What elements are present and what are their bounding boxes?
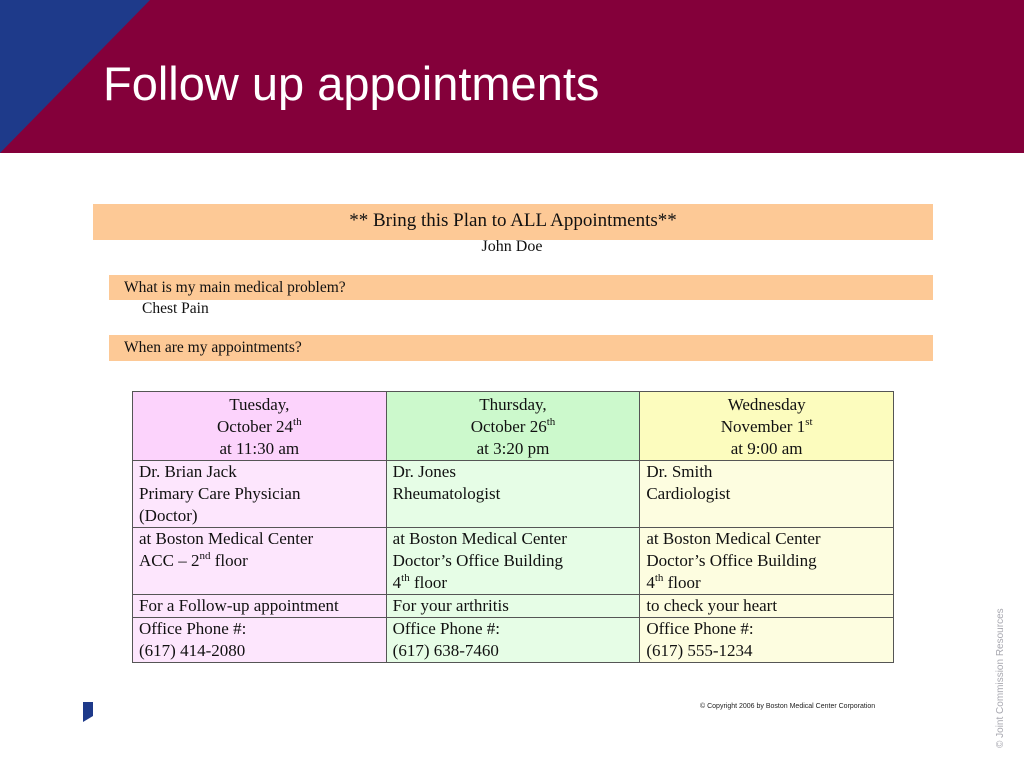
- appointment-1-location-line1: at Boston Medical Center: [139, 529, 314, 548]
- appointment-1-doctor-cell: [133, 461, 387, 528]
- appointment-3-phone-label: Office Phone #:: [646, 619, 754, 638]
- appointment-1-location-cell: [133, 528, 387, 595]
- appointment-2-doctor-cell: [386, 461, 640, 528]
- appointment-3-role: Cardiologist: [646, 484, 731, 503]
- appointment-3-phone-cell: [640, 618, 894, 663]
- title-bar: [0, 0, 1024, 153]
- appointment-2-floor-number: 4: [392, 573, 402, 592]
- appointment-1-floor-number: ACC – 2: [139, 551, 200, 570]
- appointment-2-location-line1: at Boston Medical Center: [392, 529, 567, 548]
- appointments-question: [109, 335, 933, 361]
- side-credit: © Joint Commission Resources: [995, 608, 1006, 748]
- appointment-1-day: Tuesday,: [229, 395, 290, 414]
- appointment-1-date-suffix: th: [293, 416, 302, 428]
- main-problem-question: [109, 275, 933, 300]
- appointment-3-day: Wednesday: [727, 395, 806, 414]
- appointment-3-location-line2: Doctor’s Office Building: [646, 551, 817, 570]
- appointment-2-location-line2: Doctor’s Office Building: [392, 551, 563, 570]
- appointment-2-role: Rheumatologist: [392, 484, 501, 503]
- table-row-locations: [133, 528, 894, 595]
- appointment-3-date-suffix: st: [805, 416, 813, 428]
- appointment-1-role-note: (Doctor): [139, 506, 198, 525]
- appointment-1-phone-label: Office Phone #:: [139, 619, 247, 638]
- footer-mark-icon: [83, 702, 93, 722]
- appointment-1-reason: For a Follow-up appointment: [133, 595, 387, 618]
- table-row-dates: [133, 392, 894, 461]
- appointment-3-location-line1: at Boston Medical Center: [646, 529, 821, 548]
- appointment-3-time: at 9:00 am: [730, 439, 803, 458]
- appointment-1-time: at 11:30 am: [219, 439, 300, 458]
- appointment-3-reason: to check your heart: [640, 595, 894, 618]
- appointment-2-day: Thursday,: [479, 395, 547, 414]
- appointment-1-role: Primary Care Physician: [139, 484, 301, 503]
- slide-title: Follow up appointments: [103, 57, 600, 110]
- appointment-2-floor: [393, 572, 634, 594]
- appointment-3-floor-word: floor: [663, 573, 701, 592]
- appointment-2-date-cell: [386, 392, 640, 461]
- appointment-2-reason: For your arthritis: [386, 595, 640, 618]
- appointments-question-text: When are my appointments?: [124, 339, 302, 356]
- table-row-reasons: [133, 595, 894, 618]
- appointment-3-floor: [646, 572, 887, 594]
- appointment-1-date-text: October 24: [217, 417, 294, 436]
- appointment-3-location-cell: [640, 528, 894, 595]
- appointment-2-phone-label: Office Phone #:: [392, 619, 500, 638]
- appointment-3-floor-number: 4: [646, 573, 655, 592]
- appointment-2-floor-suffix: th: [401, 572, 410, 584]
- appointment-2-date-text: October 26: [470, 417, 547, 436]
- appointment-2-date: [393, 416, 634, 438]
- appointment-2-time: at 3:20 pm: [476, 439, 550, 458]
- patient-name: John Doe: [481, 238, 543, 255]
- appointments-table: [132, 391, 894, 663]
- appointment-2-location-cell: [386, 528, 640, 595]
- appointment-1-date: [139, 416, 380, 438]
- appointment-2-phone-cell: [386, 618, 640, 663]
- appointment-2-phone: (617) 638-7460: [392, 641, 499, 660]
- copyright-notice: © Copyright 2006 by Boston Medical Center Corporation: [700, 703, 876, 710]
- appointment-2-doctor: Dr. Jones: [392, 462, 456, 481]
- appointment-3-date-text: November 1: [720, 417, 806, 436]
- appointment-1-floor-word: floor: [210, 551, 248, 570]
- main-problem-question-text: What is my main medical problem?: [124, 279, 346, 296]
- bring-plan-banner: ** Bring this Plan to ALL Appointments**: [93, 204, 933, 240]
- appointment-1-phone: (617) 414-2080: [139, 641, 246, 660]
- appointment-3-doctor-cell: [640, 461, 894, 528]
- appointment-3-date: [646, 416, 887, 438]
- appointment-1-floor-suffix: nd: [199, 550, 211, 562]
- appointment-1-phone-cell: [133, 618, 387, 663]
- appointment-1-date-cell: [133, 392, 387, 461]
- appointment-3-date-cell: [640, 392, 894, 461]
- appointment-2-date-suffix: th: [546, 416, 556, 428]
- table-row-doctors: [133, 461, 894, 528]
- appointment-2-floor-word: floor: [409, 573, 448, 592]
- appointment-1-location-line2: [139, 550, 380, 572]
- appointment-3-doctor: Dr. Smith: [646, 462, 713, 481]
- appointment-1-doctor: Dr. Brian Jack: [139, 462, 237, 481]
- appointment-3-floor-suffix: th: [654, 572, 664, 584]
- appointment-3-phone: (617) 555-1234: [646, 641, 753, 660]
- table-row-phones: [133, 618, 894, 663]
- main-problem-answer: Chest Pain: [142, 300, 209, 317]
